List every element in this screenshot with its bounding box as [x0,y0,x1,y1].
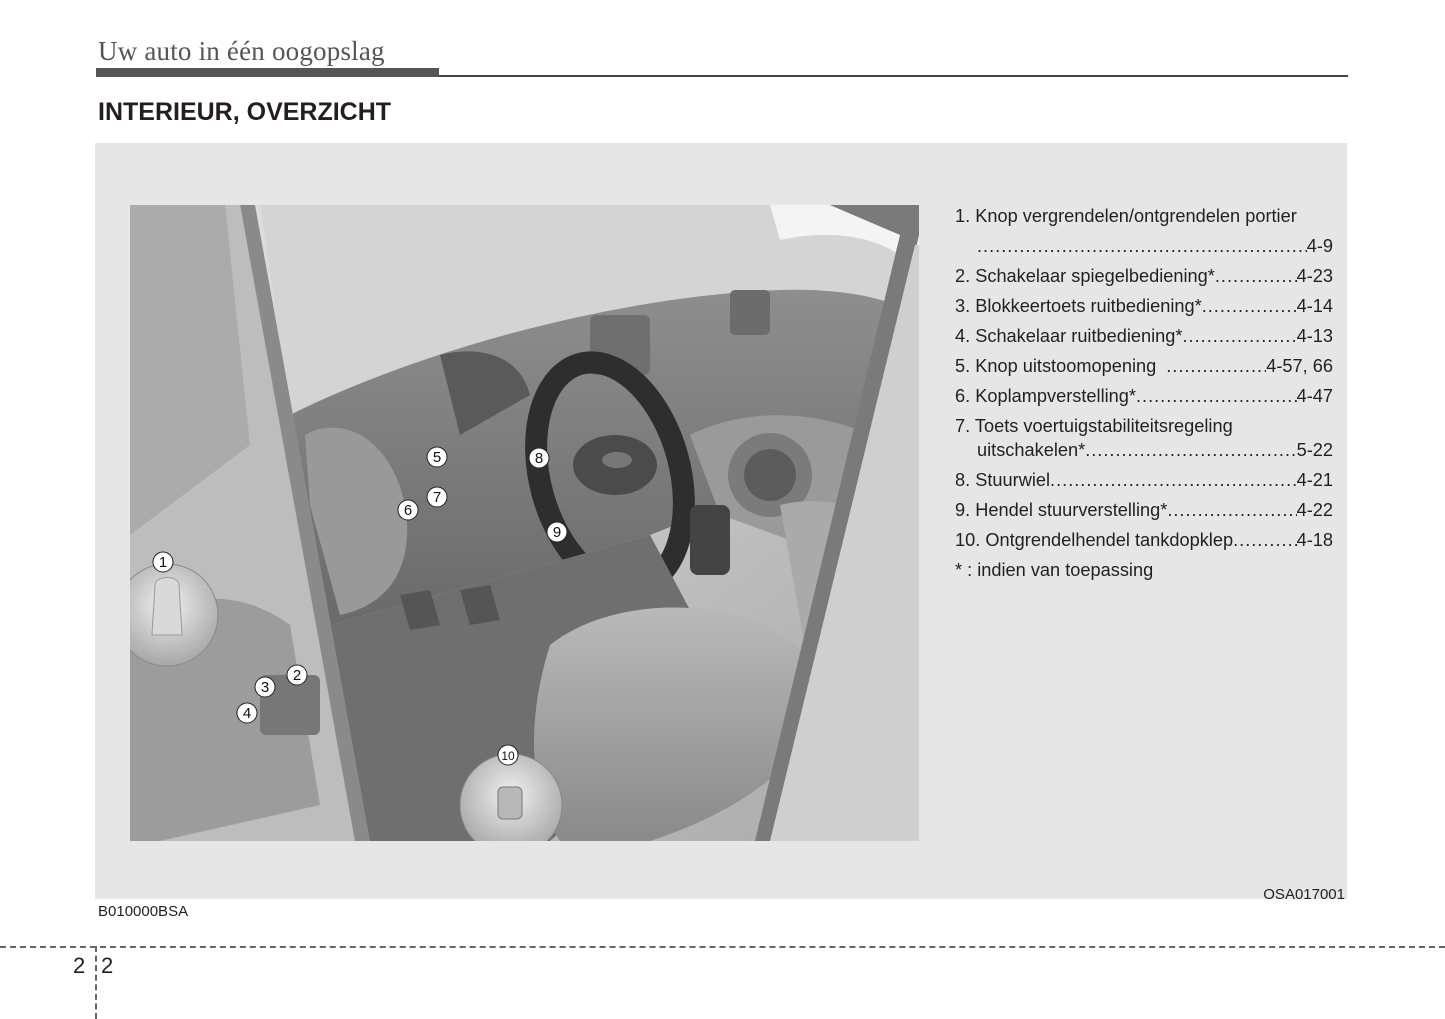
legend-page-ref: 4-23 [1296,266,1333,286]
callout-5 [427,447,447,467]
legend-page-ref: 5-22 [1296,440,1333,460]
legend-item-7-line2 [955,438,1333,465]
dot-leader [1233,525,1297,555]
callout-2-label: 2 [292,667,302,684]
legend-item-2 [955,261,1333,291]
callout-9 [547,522,567,542]
dot-leader [1136,381,1297,411]
callout-1-label: 1 [158,554,168,571]
legend-item-10 [955,525,1333,555]
legend-label: 8. Stuurwiel [955,470,1051,490]
callout-8-label: 8 [534,450,544,467]
legend-label-continued: uitschakelen* [977,440,1086,460]
legend-item-9 [955,495,1333,525]
figure-code: OSA017001 [1263,886,1345,903]
legend-list [955,201,1333,585]
callout-2 [287,665,307,685]
legend-page-ref: 4-18 [1296,530,1333,550]
legend-page-ref: 4-21 [1296,470,1333,490]
dot-leader [1085,438,1296,462]
header-rule-thin [439,75,1348,77]
legend-label: 4. Schakelaar ruitbediening* [955,326,1183,346]
chapter-number: 2 [73,953,86,978]
legend-item-5 [955,351,1333,381]
legend-label: 1. Knop vergrendelen/ontgrendelen portier [955,206,1297,226]
legend-item-4 [955,321,1333,351]
car-interior-illustration [130,205,919,841]
callout-3 [255,677,275,697]
dot-leader [1215,261,1297,291]
legend-note-text: * : indien van toepassing [955,560,1154,580]
callout-4-label: 4 [242,705,252,722]
callout-7-label: 7 [432,489,442,506]
callout-10-label: 10 [501,749,515,763]
legend-label: 7. Toets voertuigstabiliteitsregeling [955,416,1233,436]
legend-item-1-page [955,231,1333,261]
callout-3-label: 3 [260,679,270,696]
legend-page-ref: 4-14 [1296,296,1333,316]
callout-5-label: 5 [432,449,442,466]
footer-dashed-rule [0,946,1445,948]
legend-item-1 [955,201,1333,231]
legend-item-8 [955,465,1333,495]
document-code: B010000BSA [98,903,189,920]
dot-leader [1202,291,1297,321]
section-title: Uw auto in één oogopslag [98,36,385,66]
callout-7 [427,487,447,507]
callout-4 [237,703,257,723]
legend-item-6 [955,381,1333,411]
dot-leader [977,231,1307,261]
legend-label: 5. Knop uitstoomopening [955,356,1157,376]
figure-panel [95,143,1347,903]
legend-label: 6. Koplampverstelling* [955,386,1136,406]
legend-page-ref: 4-57, 66 [1266,356,1333,376]
legend-label: 3. Blokkeertoets ruitbediening* [955,296,1202,316]
callout-6-label: 6 [403,502,413,519]
dot-leader [1167,495,1296,525]
legend-label: 10. Ontgrendelhendel tankdopklep [955,530,1234,550]
callout-6 [398,500,418,520]
callout-1 [153,552,173,572]
legend-label: 9. Hendel stuurverstelling* [955,500,1168,520]
legend-page-ref: 4-13 [1296,326,1333,346]
callout-10 [498,745,518,765]
page-number: 2 [101,953,114,978]
dot-leader [1050,465,1297,495]
page-heading: INTERIEUR, OVERZICHT [98,98,392,126]
header-rule-thick [96,68,439,77]
callout-9-label: 9 [552,524,562,541]
legend-label: 2. Schakelaar spiegelbediening* [955,266,1215,286]
legend-note [955,555,1333,585]
legend-item-3 [955,291,1333,321]
legend-page-ref: 4-47 [1296,386,1333,406]
callout-8 [529,448,549,468]
legend-page-ref: 4-22 [1296,500,1333,520]
dot-leader [1183,321,1297,351]
dot-leader [1166,351,1266,381]
footer-dashed-divider [95,946,97,1019]
legend-item-7 [955,411,1333,438]
legend-page-ref: 4-9 [1306,236,1333,256]
